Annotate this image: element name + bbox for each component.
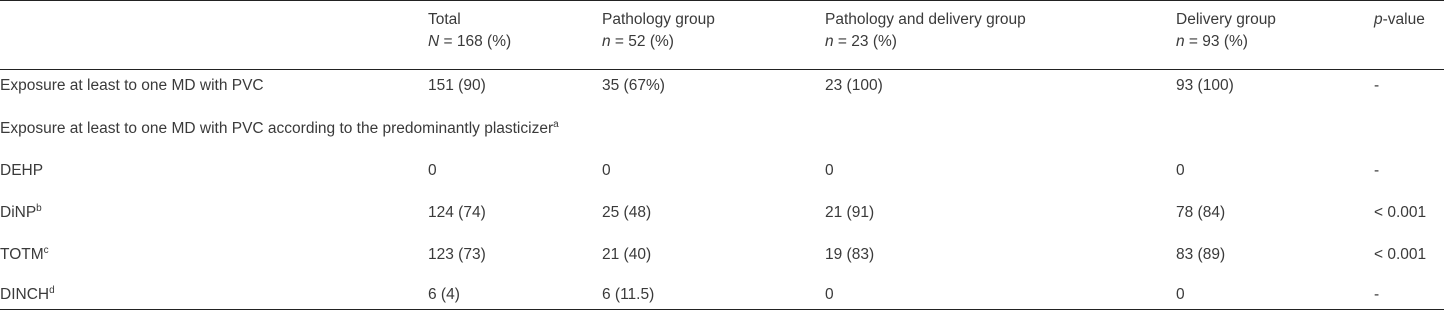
cell-pvalue: - [1374,77,1380,94]
cell-pvalue: - [1374,286,1380,303]
cell-total: 0 [428,162,437,179]
cell-total: 124 (74) [428,204,486,221]
cell-pathology-delivery: 0 [825,286,834,303]
cell-pathology-delivery: 21 (91) [825,204,875,221]
footnote-marker: c [43,244,49,256]
table-header-rule [0,69,1444,70]
cell-total: 123 (73) [428,246,486,263]
header-total [428,9,511,53]
header-pathology-delivery [825,9,1026,53]
row-label: DEHP [0,162,44,179]
header-pathology [602,9,715,53]
footnote-marker: a [553,118,559,130]
header-pvalue: p-value [1374,11,1425,28]
header-pathology-delivery-count: n = 23 (%) [825,33,897,50]
cell-pathology-delivery: 0 [825,162,834,179]
row-label: TOTM$^c$ [0,244,49,263]
cell-pathology: 21 (40) [602,246,652,263]
cell-pathology-delivery: 19 (83) [825,246,875,263]
cell-pvalue: < 0.001 [1374,204,1427,221]
cell-delivery: 83 (89) [1176,246,1226,263]
table-top-rule [0,0,1444,1]
header-delivery-count: n = 93 (%) [1176,33,1248,50]
cell-pvalue: < 0.001 [1374,246,1427,263]
cell-pathology-delivery: 23 (100) [825,77,883,94]
row-label: Exposure at least to one MD with PVC [0,77,264,94]
cell-pathology: 0 [602,162,611,179]
cell-delivery: 0 [1176,162,1185,179]
cell-pathology: 35 (67%) [602,77,665,94]
cell-pathology: 25 (48) [602,204,652,221]
cell-total: 151 (90) [428,77,486,94]
cell-total: 6 (4) [428,286,460,303]
header-delivery-title: Delivery group [1176,11,1276,28]
header-pathology-delivery-title: Pathology and delivery group [825,11,1026,28]
cell-delivery: 93 (100) [1176,77,1234,94]
header-delivery [1176,9,1276,53]
row-label-spanning: Exposure at least to one MD with PVC according to the predominantly plasticizer$^a$ [0,118,559,137]
row-label: DINCH$^d$ [0,284,55,303]
footnote-marker: d [49,284,55,296]
header-pathology-title: Pathology group [602,11,715,28]
table-bottom-rule [0,309,1444,310]
header-total-count: N = 168 (%) [428,33,512,50]
cell-delivery: 78 (84) [1176,204,1226,221]
header-total-title: Total [428,11,461,28]
cell-pvalue: - [1374,162,1380,179]
cell-delivery: 0 [1176,286,1185,303]
footnote-marker: b [36,202,42,214]
cell-pathology: 6 (11.5) [602,286,655,303]
row-label: DiNP$^b$ [0,202,42,221]
header-pathology-count: n = 52 (%) [602,33,674,50]
